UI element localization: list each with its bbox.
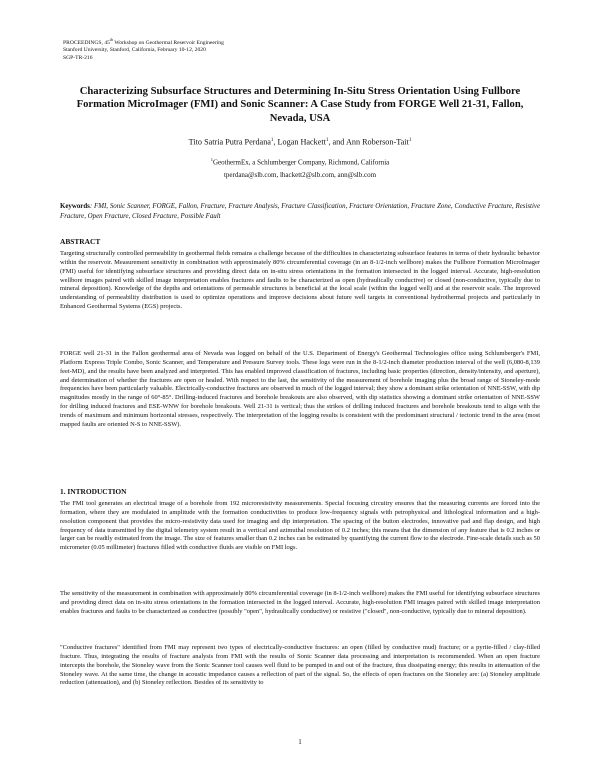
author-emails: tperdana@slb.com, lhackett2@slb.com, ann@slb.com: [223, 171, 377, 179]
introduction-paragraph-1: The FMI tool generates an electrical image of a borehole from 192 microresistivity measurements. Special focusing circuitry ensures that the measuring currents are forced into the formation, where they are modulated in amplitude with the formation conductivities to produce low-frequency signals with petrophysical and lithological information and a high-resolution component that provides the micro-resistivity data used for imaging and dip interpretation. The spacing of the button electrodes, innovative pad and flap design, and high frequency of data transmitted by the digital telemetry system result in a vertical and azimuthal resolution of 0.2 inches; this means that the dimension of any feature that is 0.2 inches or larger can be readily estimated from the image. The size of features smaller than 0.2 inches can be estimated by quantifying the current flow to the electrode. Fine-scale details such as 50 micrometer (0.05 millimeter) fractures filled with conductive fluids are visible on FMI logs.: [60, 500, 540, 552]
abstract-paragraph-1: Targeting structurally controlled permeability in geothermal fields remains a challenge because of the difficulties in characterizing subsurface features in terms of their hydraulic behavior within the reservoir. Measurement sensitivity in combination with approximately 80% circumferential coverage (in an 8-1/2-inch wellbore) makes the Fullbore Formation MicroImager (FMI) useful for identifying subsurface structures and providing direct data on in-situ stress orientations in the formation intersected in the logged interval. Accurate, high-resolution wellbore images paired with skilled image interpretation enables fractures and faults to be characterized as open (hydraulically conductive) or closed (non-conductive, typically due to mineral deposition). Knowledge of the depths and orientations of permeable structures is beneficial at the local scale (within the logged well) and at the reservoir scale. The improved understanding of permeability distribution is used to optimize operations and improve decisions about future well targets in conventional hydrothermal projects and particularly in Enhanced Geothermal Systems (EGS) projects.: [60, 250, 540, 311]
keywords-text: : FMI, Sonic Scanner, FORGE, Fallon, Fracture, Fracture Analysis, Fracture Classification, Fracture Orientation, Fracture Zone, Conductive Fracture, Resistive Fracture, Open Fracture, Closed Fracture, Possible Fault: [60, 203, 540, 220]
introduction-paragraph-3: "Conductive fractures" identified from FMI may represent two types of electrically-conductive fractures: an open (filled by conductive mud) fracture; or a pyrite-filled / clay-filled fracture. Thus, integrating the results of fracture analysis from FMI with the results of Sonic Scanner data processing and interpretation is recommended. When an open fracture intercepts the borehole, the Stoneley wave from the Sonic Scanner tool causes well fluid to be pumped in and out of the fracture, thus dissipating energy; this results in attenuation of the Stoneley wave. At the same time, the change in acoustic impedance causes a reflection of part of the signal. So, the effects of open fractures on the Stoneley are: (a) Stoneley amplitude reduction (attenuation), and (b) Stoneley reflection. Besides of its sensitivity to: [60, 644, 540, 687]
header-line-1: PROCEEDINGS, 45th Workshop on Geothermal Reservoir Engineering: [63, 37, 224, 46]
header-line-2: Stanford University, Stanford, California, February 10-12, 2020: [63, 47, 206, 54]
paper-title: Characterizing Subsurface Structures and Determining In-Situ Stress Orientation Using Fullbore Formation MicroImager (FMI) and Sonic Scanner: A Case Study from FORGE Well 21-31, Fallon, Nevada, USA: [76, 86, 524, 124]
proceedings-header: [63, 36, 224, 62]
keywords-label: Keywords: [60, 203, 90, 210]
introduction-paragraph-2: The sensitivity of the measurement in combination with approximately 80% circumferential coverage (in 8-1/2-inch wellbore) makes the FMI useful for identifying subsurface structures and providing direct data on in-situ stress orientations in the formation intersected in the logged interval. Accurate, high-resolution FMI images paired with skilled image interpretation enables fractures and faults to be characterized as conductive (possibly "open", hydraulically conductive) or resistive ("closed", non-conductive, typically due to mineral deposition).: [60, 590, 540, 615]
abstract-heading: ABSTRACT: [60, 237, 101, 246]
keywords: [60, 202, 540, 221]
header-line-3: SGP-TR-216: [63, 54, 93, 61]
introduction-heading: 1. INTRODUCTION: [60, 487, 127, 496]
author-affiliation: $^1$GeothermEx, a Schlumberger Company, Richmond, California: [210, 157, 390, 167]
page-number: 1: [298, 738, 302, 746]
author-list: Tito Satria Putra Perdana$^1$, Logan Hackett$^1$, and Ann Roberson-Tait$^1$: [188, 137, 412, 147]
abstract-paragraph-2: FORGE well 21-31 in the Fallon geothermal area of Nevada was logged on behalf of the U.S. Department of Energy's Geothermal Technologies office using Schlumberger's FMI, Platform Express Triple Combo, Sonic Scanner, and Temperature and Pressure Survey tools. These logs were run in the 8-1/2-inch diameter production interval of the well (6,080-8,139 feet-MD), and the results have been analyzed and interpreted. This has enabled improved classification of fractures, including basic properties (direction, density/intensity, and aperture), and determination of whether the fractures are open or healed. With respect to the last, the sensitivity of the measurement of borehole imaging plus the broad range of Stoneley-mode frequencies have been particularly valuable. Electrically-conductive fractures are observed in much of the logged interval; they show a dominant strike orientation of NNE-SSW, with dip magnitudes mostly in the range of 60°-85°. Drilling-induced fractures and borehole breakouts are also observed, with dip statistics showing a dominant strike orientation of NNE-SSW for drilling induced fractures and ESE-WNW for borehole breakouts. Well 21-31 is vertical; thus the strikes of drilling induced fractures and borehole breakouts tend to align with the trends of maximum and minimum horizontal stresses, respectively. The interpretation of the logging results is consistent with the predominant structural / tectonic trend in the area (most mapped faults are oriented N-S to NNE-SSW).: [60, 350, 540, 428]
